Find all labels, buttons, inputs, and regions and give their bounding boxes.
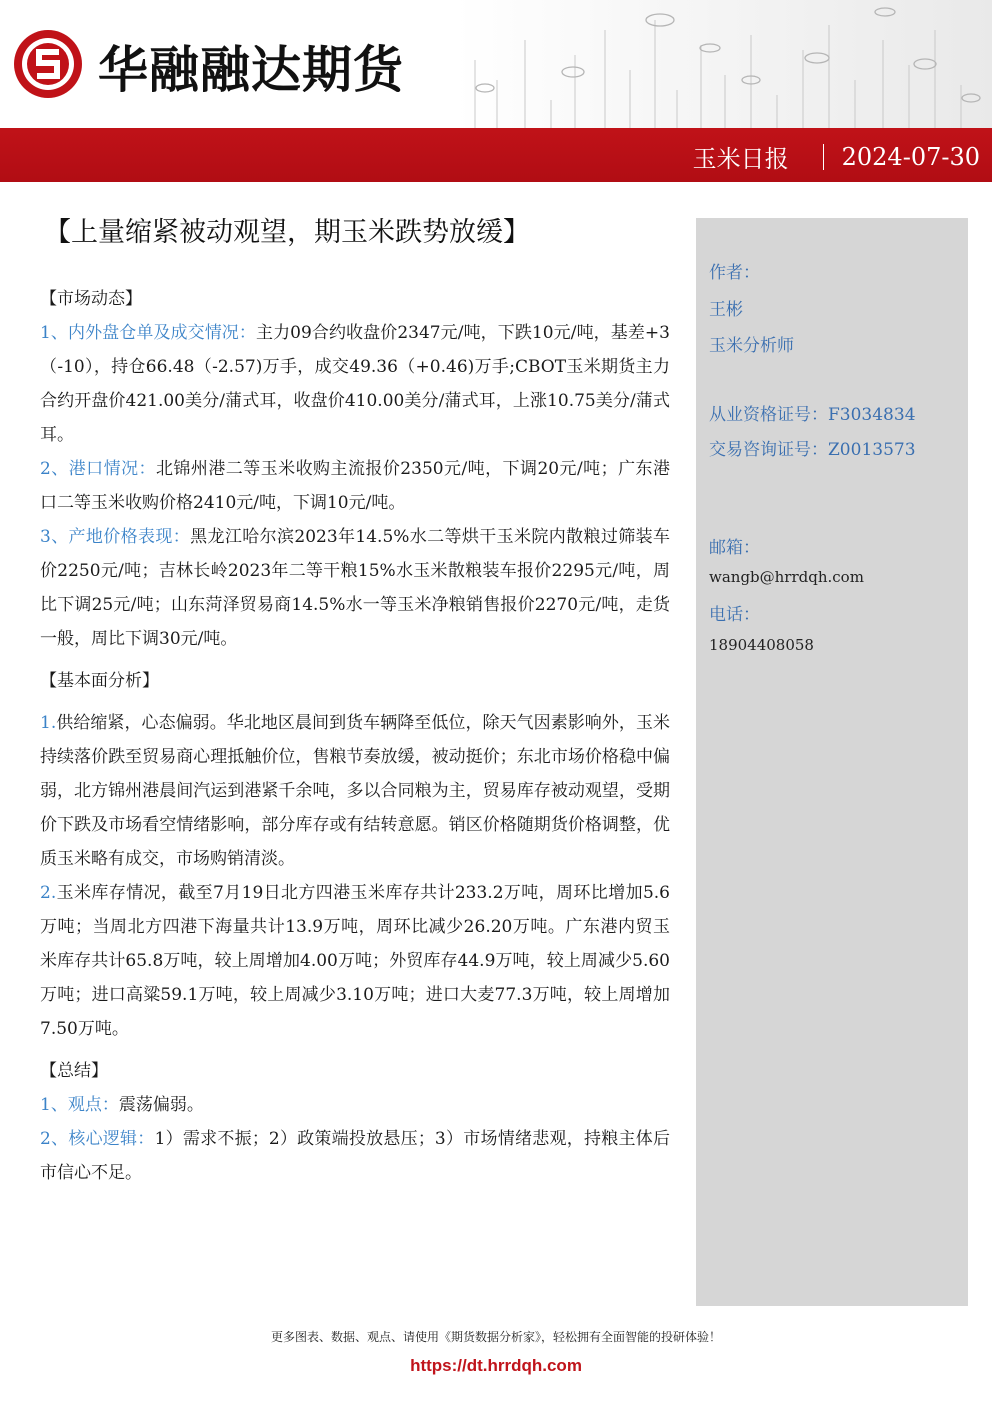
item-text: 主力09合约收盘价2347元/吨，下跌10元/吨，基差+3（-10），持仓66.48（-2.57)万手，成交49.36（+0.46)万手;CBOT玉米期货主力合约开盘价421.00美分/蒲式耳，收盘价410.00美分/蒲式耳，上涨10.75美分/蒲式耳。 bbox=[40, 323, 670, 445]
summary-item bbox=[40, 1122, 670, 1190]
item-lead: 1、观点： bbox=[40, 1095, 119, 1115]
report-date: 2024-07-30 bbox=[841, 142, 980, 171]
item-text: 北锦州港二等玉米收购主流报价2350元/吨，下调20元/吨；广东港口二等玉米收购价格2410元/吨，下调10元/吨。 bbox=[40, 459, 670, 513]
company-logo-icon bbox=[12, 28, 84, 100]
item-text: 玉米库存情况，截至7月19日北方四港玉米库存共计233.2万吨，周环比增加5.6万吨；当周北方四港下海量共计13.9万吨，周环比减少26.20万吨。广东港内贸玉米库存共计65.8万吨，较上周增加4.00万吨；外贸库存44.9万吨，较上周减少5.60万吨；进口高粱59.1万吨，较上周减少3.10万吨；进口大麦77.3万吨，较上周增加7.50万吨。 bbox=[40, 883, 670, 1039]
market-item bbox=[40, 520, 670, 656]
market-item bbox=[40, 452, 670, 520]
phone-number: 18904408058 bbox=[709, 636, 814, 654]
license-number: 从业资格证号：F3034834 bbox=[709, 405, 916, 425]
market-item bbox=[40, 316, 670, 452]
consult-number: 交易咨询证号：Z0013573 bbox=[709, 440, 916, 460]
fundamental-item bbox=[40, 876, 670, 1046]
report-body bbox=[40, 282, 670, 1190]
footer-note: 更多图表、数据、观点、请使用《期货数据分析家》，轻松拥有全面智能的投研体验！ bbox=[270, 1330, 721, 1344]
item-lead: 2. bbox=[40, 883, 57, 903]
section-heading-fundamental: 【基本面分析】 bbox=[40, 671, 159, 691]
item-lead: 1. bbox=[40, 713, 57, 733]
header-decoration bbox=[455, 0, 992, 130]
item-text: 供给缩紧，心态偏弱。华北地区晨间到货车辆降至低位，除天气因素影响外，玉米持续落价跌至贸易商心理抵触价位，售粮节奏放缓，被动挺价；东北市场价格稳中偏弱，北方锦州港晨间汽运到港紧千余吨，多以合同粮为主，贸易库存被动观望，受期价下跌及市场看空情绪影响，部分库存或有结转意愿。销区价格随期货价格调整，优质玉米略有成交，市场购销清淡。 bbox=[40, 713, 670, 869]
author-name: 王彬 bbox=[709, 300, 743, 320]
item-lead: 1、内外盘仓单及成交情况： bbox=[40, 323, 256, 343]
author-sidebar bbox=[696, 218, 968, 1306]
item-text: 震荡偏弱。 bbox=[118, 1095, 204, 1115]
report-name: 玉米日报 bbox=[692, 145, 789, 173]
band-divider bbox=[823, 144, 824, 170]
footer-link[interactable]: https://dt.hrrdqh.com bbox=[410, 1356, 582, 1375]
item-text: 黑龙江哈尔滨2023年14.5%水二等烘干玉米院内散粮过筛装车价2250元/吨；吉林长岭2023年二等干粮15%水玉米散粮装车报价2295元/吨，周比下调25元/吨；山东菏泽贸易商14.5%水一等玉米净粮销售报价2270元/吨，走货一般，周比下调30元/吨。 bbox=[40, 527, 670, 649]
email-label: 邮箱： bbox=[709, 538, 760, 558]
section-heading-summary: 【总结】 bbox=[40, 1061, 108, 1081]
item-text: 1）需求不振；2）政策端投放悬压；3）市场情绪悲观，持粮主体后市信心不足。 bbox=[40, 1129, 670, 1183]
author-label: 作者： bbox=[709, 263, 760, 283]
author-title: 玉米分析师 bbox=[709, 336, 794, 356]
section-heading-market: 【市场动态】 bbox=[40, 289, 142, 309]
item-lead: 3、产地价格表现： bbox=[40, 527, 191, 547]
phone-label: 电话： bbox=[709, 605, 760, 625]
item-lead: 2、核心逻辑： bbox=[40, 1129, 155, 1149]
item-lead: 2、港口情况： bbox=[40, 459, 156, 479]
report-title: 【上量缩紧被动观望，期玉米跌势放缓】 bbox=[44, 217, 530, 248]
company-name: 华融融达期货 bbox=[98, 41, 404, 99]
fundamental-item bbox=[40, 706, 670, 876]
email-link[interactable]: wangb@hrrdqh.com bbox=[709, 568, 864, 586]
page-header bbox=[0, 0, 992, 130]
report-band-text bbox=[693, 139, 980, 174]
summary-item bbox=[40, 1088, 670, 1122]
